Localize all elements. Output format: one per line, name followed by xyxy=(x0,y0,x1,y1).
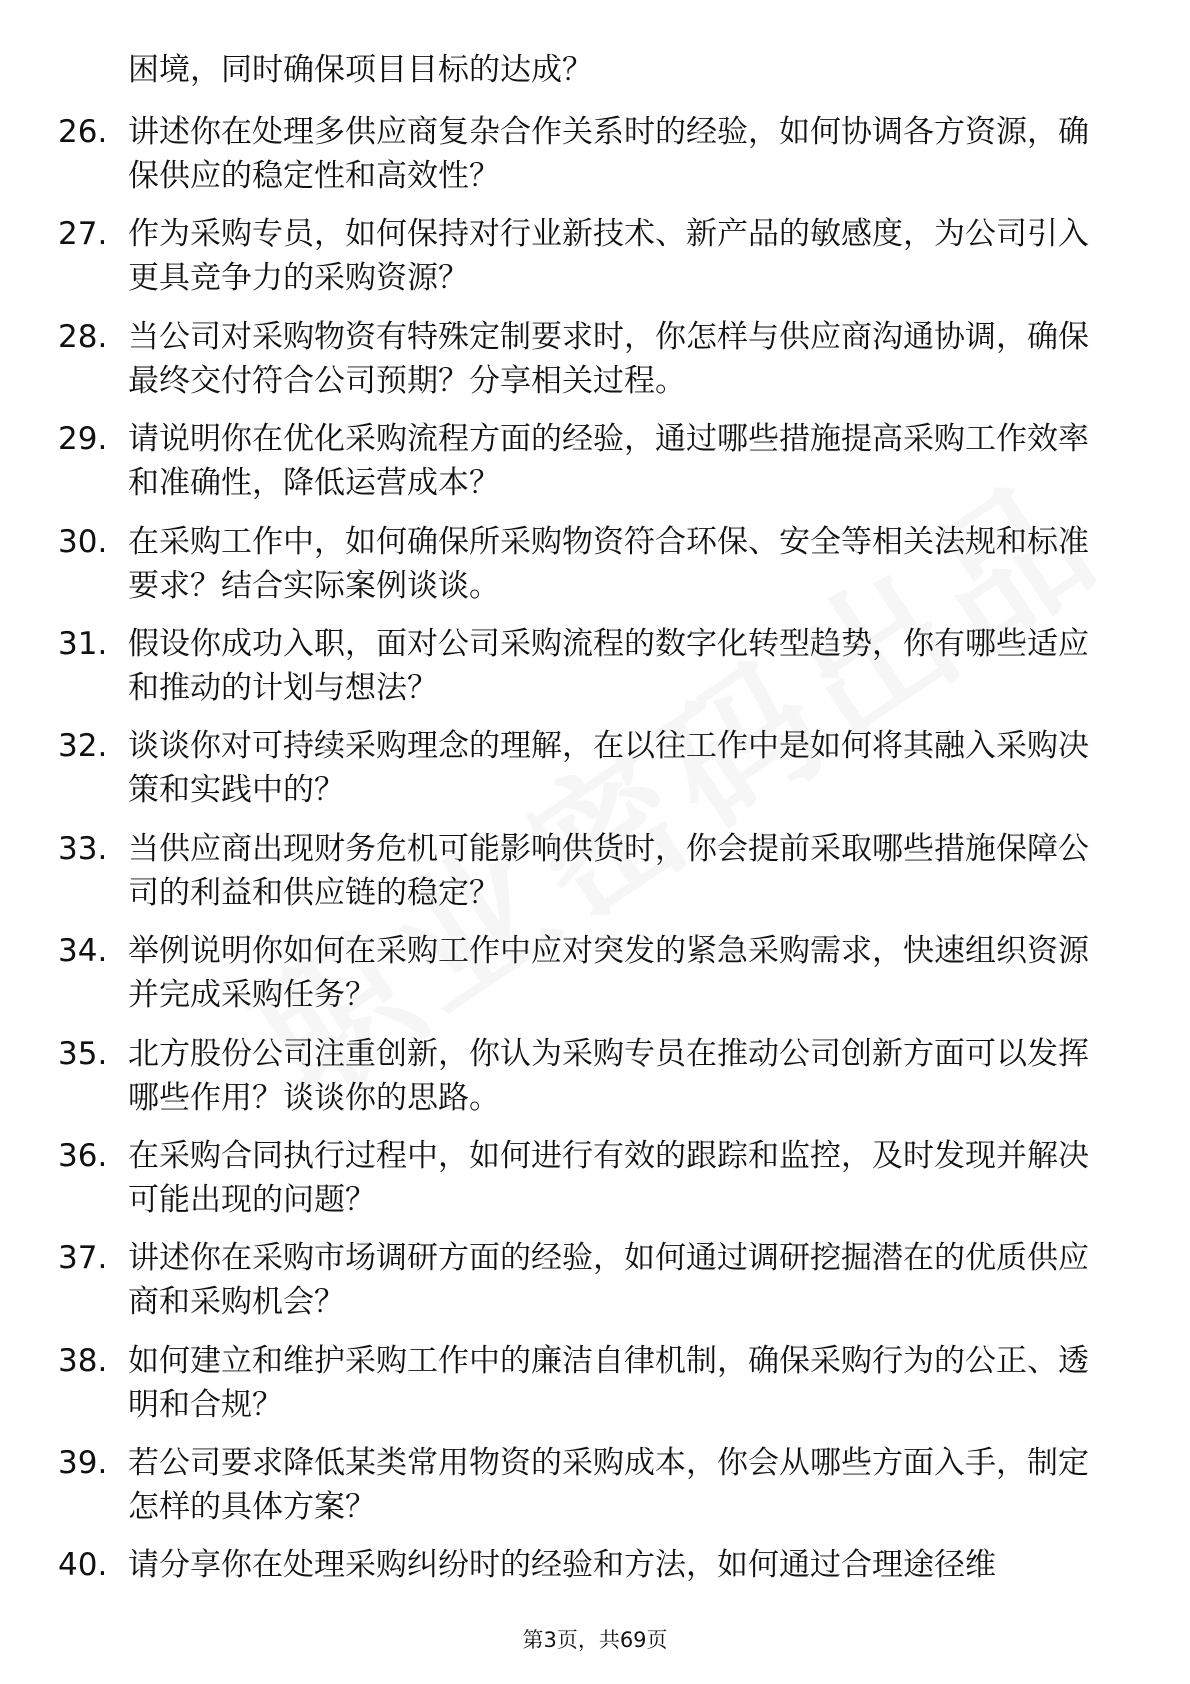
question-text: 假设你成功入职，面对公司采购流程的数字化转型趋势，你有哪些适应和推动的计划与想法？ xyxy=(128,625,1089,706)
question-text: 在采购工作中，如何确保所采购物资符合环保、安全等相关法规和标准要求？结合实际案例谈谈。 xyxy=(128,523,1089,604)
question-text: 举例说明你如何在采购工作中应对突发的紧急采购需求，快速组织资源并完成采购任务？ xyxy=(128,933,1089,1014)
question-item xyxy=(0,110,1190,206)
question-number: 37. xyxy=(58,1240,108,1277)
question-text: 当供应商出现财务危机可能影响供货时，你会提前采取哪些措施保障公司的利益和供应链的稳定？ xyxy=(128,830,1089,911)
question-item xyxy=(0,520,1190,616)
question-number: 26. xyxy=(58,114,108,150)
question-number: 30. xyxy=(58,523,108,560)
question-item xyxy=(0,1032,1190,1128)
continuation-text: 困境，同时确保项目目标的达成？ xyxy=(128,52,593,88)
question-text: 如何建立和维护采购工作中的廉洁自律机制，确保采购行为的公正、透明和合规？ xyxy=(128,1342,1089,1423)
question-item xyxy=(0,1339,1190,1435)
question-text: 当公司对采购物资有特殊定制要求时，你怎样与供应商沟通协调，确保最终交付符合公司预期？分享相关过程。 xyxy=(128,318,1089,399)
question-text: 作为采购专员，如何保持对行业新技术、新产品的敏感度，为公司引入更具竞争力的采购资源？ xyxy=(128,216,1089,297)
question-item xyxy=(0,417,1190,513)
question-number: 32. xyxy=(58,728,108,765)
question-item xyxy=(0,827,1190,923)
question-number: 38. xyxy=(58,1342,108,1379)
question-number: 39. xyxy=(58,1445,108,1482)
question-text: 在采购合同执行过程中，如何进行有效的跟踪和监控，及时发现并解决可能出现的问题？ xyxy=(128,1137,1089,1218)
question-list xyxy=(0,110,1190,1646)
question-number: 28. xyxy=(58,318,108,355)
question-text: 请分享你在处理采购纠纷时的经验和方法，如何通过合理途径维 xyxy=(128,1547,996,1584)
question-text: 北方股份公司注重创新，你认为采购专员在推动公司创新方面可以发挥哪些作用？谈谈你的思路。 xyxy=(128,1035,1089,1116)
question-text: 讲述你在采购市场调研方面的经验，如何通过调研挖掘潜在的优质供应商和采购机会？ xyxy=(128,1240,1089,1321)
question-item xyxy=(0,1134,1190,1230)
question-item xyxy=(0,1441,1190,1537)
question-text: 谈谈你对可持续采购理念的理解，在以往工作中是如何将其融入采购决策和实践中的？ xyxy=(128,728,1089,809)
question-number: 27. xyxy=(58,216,108,253)
question-number: 33. xyxy=(58,830,108,867)
question-text: 若公司要求降低某类常用物资的采购成本，你会从哪些方面入手，制定怎样的具体方案？ xyxy=(128,1445,1089,1526)
question-text: 讲述你在处理多供应商复杂合作关系时的经验，如何协调各方资源，确保供应的稳定性和高效性？ xyxy=(128,114,1089,194)
question-item xyxy=(0,1236,1190,1332)
question-number: 36. xyxy=(58,1137,108,1174)
question-item xyxy=(0,929,1190,1025)
question-item xyxy=(0,724,1190,820)
question-number: 34. xyxy=(58,933,108,970)
page-footer: 第3页，共69页 xyxy=(522,1628,668,1652)
question-number: 31. xyxy=(58,625,108,662)
question-number: 40. xyxy=(58,1547,108,1584)
question-number: 35. xyxy=(58,1035,108,1072)
question-item xyxy=(0,212,1190,308)
question-text: 请说明你在优化采购流程方面的经验，通过哪些措施提高采购工作效率和准确性，降低运营成本？ xyxy=(128,421,1089,502)
question-item xyxy=(0,315,1190,411)
question-number: 29. xyxy=(58,421,108,458)
question-item xyxy=(0,622,1190,718)
